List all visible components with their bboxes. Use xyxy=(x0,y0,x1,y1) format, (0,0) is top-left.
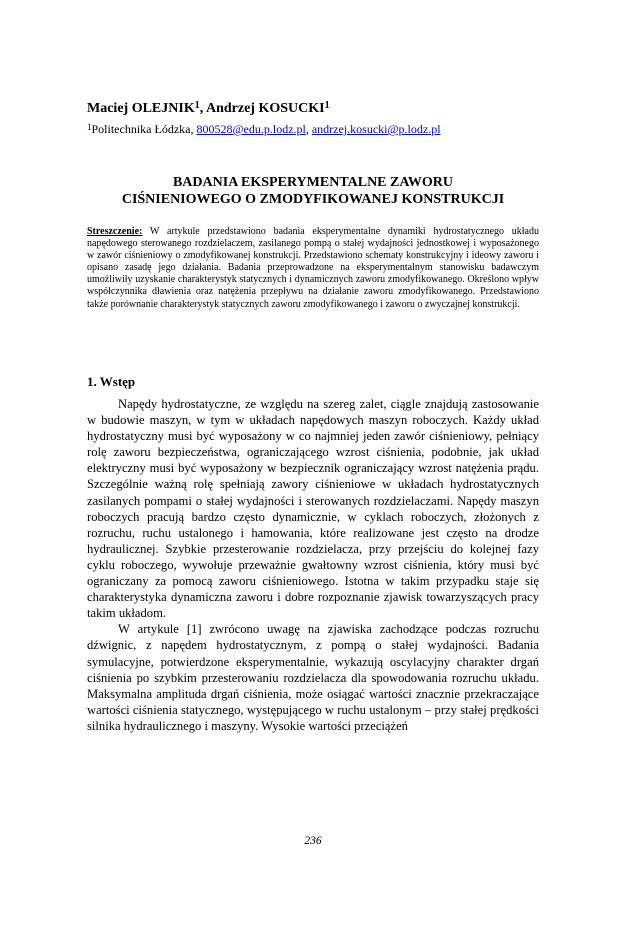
author-name: Andrzej KOSUCKI xyxy=(205,101,325,116)
author-separator: , xyxy=(199,101,206,116)
email-link[interactable]: 800528@edu.p.lodz.pl xyxy=(196,122,306,136)
email-link[interactable]: andrzej.kosucki@p.lodz.pl xyxy=(311,122,441,136)
author-line xyxy=(87,100,547,117)
abstract-label: Streszczenie: xyxy=(87,226,143,237)
body-paragraph: W artykule [1] zwrócono uwagę na zjawiska zachodzące podczas rozruchu dźwignic, z napędem hydrostatycznym, z pompą o stałej wydajności. Badania symulacyjne, potwierdzone eksperymentalnie, wykazują oscylacyjny charakter drgań ciśnienia po szybkim przesterowaniu rozdzielacza dla spowodowania rozruchu układu. Maksymalna amplituda drgań ciśnienia, może osiągać wartości znacznie przekraczające wartości ciśnienia statycznego, występującego w ruchu ustalonym – przy stałej prędkości silnika hydraulicznego i maszyny. Wysokie wartości przeciążeń xyxy=(87,622,539,733)
abstract-text: W artykule przedstawiono badania eksperymentalne dynamiki hydrostatycznego układu napędowego sterowanego rozdzielaczem, zasilanego pompą o stałej wydajności jednostkowej i wyposażonego w zawór ciśnieniowy o zmodyfikowanej konstrukcji. Przedstawiono schematy konstrukcyjny i ideowy zaworu i opisano zasadę jego działania. Badania przeprowadzone na eksperymentalnym stanowisku badawczym umożliwiły uzyskanie charakterystyk statycznych i dynamicznych zaworu zmodyfikowanego. Określono wpływ współczynnika dławienia oraz natężenia przepływu na działanie zaworu zmodyfikowanego. Przedstawiono także porównanie charakterystyk statycznych zaworu zmodyfikowanego i zaworu o zwyczajnej konstrukcji. xyxy=(87,226,539,310)
abstract xyxy=(87,226,539,311)
section-heading: 1. Wstęp xyxy=(87,374,136,389)
paper-title-line: BADANIA EKSPERYMENTALNE ZAWORU xyxy=(172,175,454,190)
body-paragraph: Napędy hydrostatyczne, ze względu na szereg zalet, ciągle znajdują zastosowanie w budowie maszyn, w tym w układach napędowych maszyn roboczych. Każdy układ hydrostatyczny musi być wyposażony w co najmniej jeden zawór ciśnieniowy, pełniący rolę zaworu bezpieczeństwa, ograniczającego wzrost ciśnienia, podobnie, jak układ elektryczny musi być wyposażony w bezpiecznik ograniczający wzrost natężenia prądu. Szczególnie ważną rolę spełniają zawory ciśnieniowe w układach hydrostatycznych zasilanych pompami o stałej wydajności i sterowanych rozdzielaczami. Napędy maszyn roboczych pracują bardzo często dynamicznie, w cyklach roboczych, złożonych z rozruchu, ruchu ustalonego i hamowania, które realizowane jest często na drodze hydraulicznej. Szybkie przesterowanie rozdzielacza, przy przejściu do kolejnej fazy cyklu roboczego, wywołuje przeważnie gwałtowny wzrost ciśnienia, który musi być ograniczany za pomocą zaworu ciśnieniowego. Istotna w takim przypadku staje się charakterystyka dynamiczna zaworu i dobre rozpoznanie zjawisk towarzyszących pracy takim układom. xyxy=(87,397,539,621)
paper-title-line: CIŚNIENIOWEGO O ZMODYFIKOWANEJ KONSTRUKCJI xyxy=(121,192,505,207)
page-number: 236 xyxy=(304,835,322,847)
affiliation-separator: , xyxy=(305,122,312,136)
paper-title xyxy=(87,174,539,208)
author-affiliation-marker: 1 xyxy=(194,100,200,111)
affiliation-institution: Politechnika Łódzka, xyxy=(91,122,197,136)
affiliation-marker: 1 xyxy=(87,122,92,132)
body-text xyxy=(87,396,539,734)
author-name: Maciej OLEJNIK xyxy=(87,101,195,116)
author-affiliation-marker: 1 xyxy=(324,100,330,111)
affiliation-line xyxy=(87,122,557,136)
